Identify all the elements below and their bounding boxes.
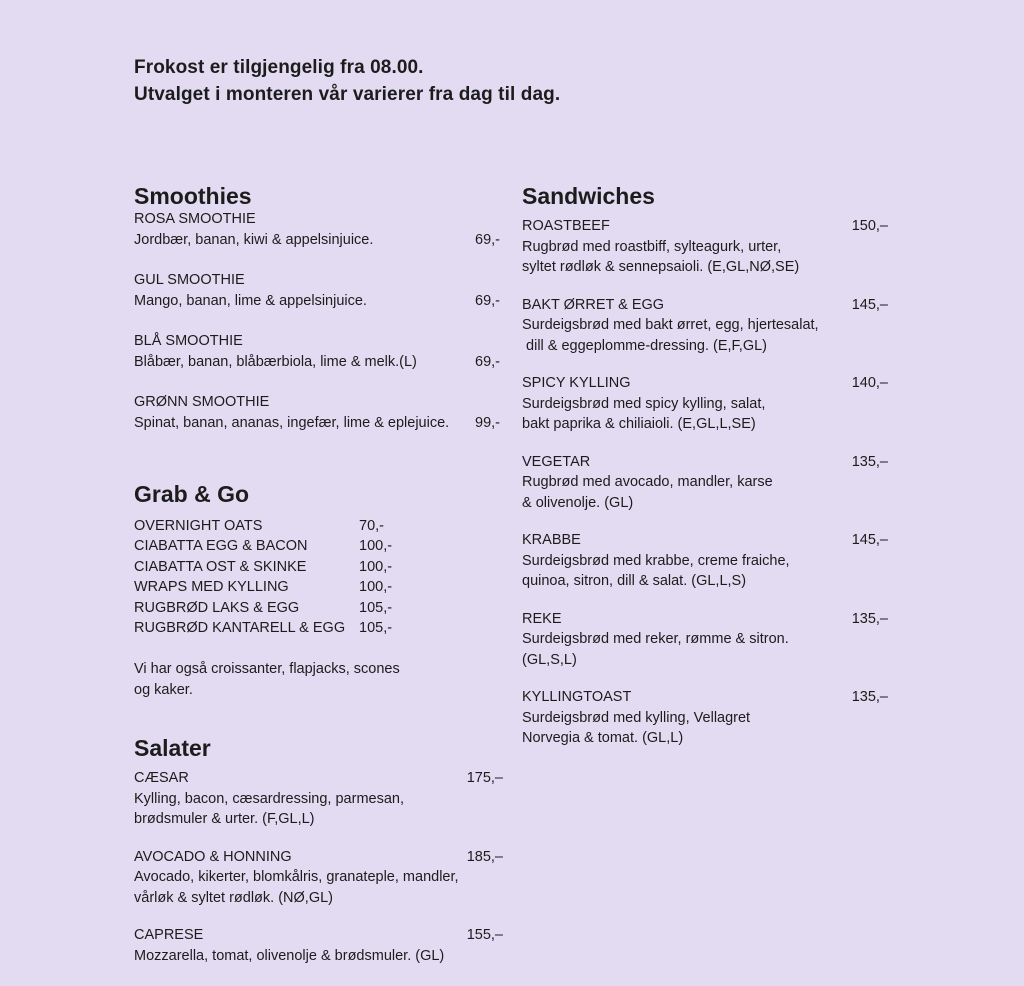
item-price: 69,- bbox=[475, 353, 500, 370]
item-description: Rugbrød med avocado, mandler, karse bbox=[522, 474, 773, 490]
item-price: 100,- bbox=[359, 558, 393, 575]
item-price: 185,– bbox=[466, 848, 503, 865]
sandwiches-list bbox=[522, 216, 888, 766]
grab-and-go-title: Grab & Go bbox=[134, 481, 250, 507]
item-name: VEGETAR bbox=[522, 453, 591, 470]
item-name: KRABBE bbox=[522, 532, 581, 548]
intro-line-1: Frokost er tilgjengelig fra 08.00. bbox=[134, 57, 424, 78]
item-name: CAPRESE bbox=[134, 927, 204, 943]
list-item bbox=[134, 516, 399, 536]
item-description: Surdeigsbrød med krabbe, creme fraiche, bbox=[522, 552, 790, 569]
list-item bbox=[134, 577, 399, 597]
item-description: Surdeigsbrød med kylling, Vellagret bbox=[522, 709, 751, 726]
item-name: BLÅ SMOOTHIE bbox=[134, 333, 243, 349]
menu-item bbox=[134, 392, 500, 433]
item-description: Rugbrød med roastbiff, sylteagurk, urter, bbox=[522, 238, 782, 255]
item-name: BAKT ØRRET & EGG bbox=[522, 296, 665, 313]
item-name: WRAPS MED KYLLING bbox=[134, 579, 289, 596]
item-description: Avocado, kikerter, blomkålris, granateple, mandler, bbox=[134, 869, 459, 885]
note-line: Vi har også croissanter, flapjacks, scones bbox=[134, 661, 400, 677]
item-description: Mozzarella, tomat, olivenolje & brødsmuler. (GL) bbox=[134, 947, 445, 964]
intro-text bbox=[134, 54, 560, 108]
item-description: Kylling, bacon, cæsardressing, parmesan, bbox=[134, 790, 404, 807]
item-description: Surdeigsbrød med bakt ørret, egg, hjertesalat, bbox=[522, 317, 819, 333]
item-name: RUGBRØD KANTARELL & EGG bbox=[134, 619, 346, 636]
item-price: 69,- bbox=[475, 292, 500, 309]
item-price: 100,- bbox=[359, 579, 393, 596]
item-name: CIABATTA OST & SKINKE bbox=[134, 558, 307, 575]
item-price: 155,– bbox=[466, 927, 503, 943]
list-item bbox=[134, 598, 399, 618]
menu-item bbox=[522, 609, 888, 671]
item-description: quinoa, sitron, dill & salat. (GL,L,S) bbox=[522, 573, 747, 589]
item-description: syltet rødløk & sennepsaioli. (E,GL,NØ,SE) bbox=[522, 259, 800, 275]
item-name: AVOCADO & HONNING bbox=[134, 848, 292, 865]
item-description: (GL,S,L) bbox=[522, 651, 577, 668]
grab-and-go-list bbox=[134, 516, 399, 638]
menu-item bbox=[134, 847, 503, 909]
item-name: ROASTBEEF bbox=[522, 218, 610, 234]
item-price: 145,– bbox=[851, 532, 888, 548]
item-name: RUGBRØD LAKS & EGG bbox=[134, 599, 300, 616]
item-description: Surdeigsbrød med reker, rømme & sitron. bbox=[522, 631, 789, 647]
menu-item bbox=[134, 209, 500, 250]
item-name: GRØNN SMOOTHIE bbox=[134, 394, 270, 410]
item-price: 150,– bbox=[851, 218, 888, 234]
menu-item bbox=[134, 270, 500, 311]
item-name: CÆSAR bbox=[134, 770, 189, 786]
menu-item bbox=[522, 295, 888, 357]
menu-item bbox=[522, 530, 888, 592]
intro-line-2: Utvalget i monteren vår varierer fra dag til dag. bbox=[134, 84, 561, 105]
grab-and-go-note bbox=[134, 659, 434, 700]
list-item bbox=[134, 536, 399, 556]
list-item bbox=[134, 618, 399, 638]
item-description: bakt paprika & chiliaioli. (E,GL,L,SE) bbox=[522, 416, 756, 432]
item-description: Mango, banan, lime & appelsinjuice. bbox=[134, 292, 367, 309]
item-name: SPICY KYLLING bbox=[522, 375, 631, 391]
menu-item bbox=[522, 373, 888, 435]
item-name: KYLLINGTOAST bbox=[522, 689, 632, 705]
item-description: brødsmuler & urter. (F,GL,L) bbox=[134, 811, 315, 827]
item-name: REKE bbox=[522, 610, 562, 627]
item-price: 145,– bbox=[851, 296, 888, 313]
item-price: 135,– bbox=[851, 689, 888, 705]
menu-item bbox=[134, 331, 500, 372]
smoothies-list bbox=[134, 209, 500, 453]
menu-item bbox=[134, 768, 503, 830]
smoothies-title: Smoothies bbox=[134, 183, 252, 209]
item-name: CIABATTA EGG & BACON bbox=[134, 538, 308, 555]
item-price: 105,- bbox=[359, 599, 393, 616]
item-price: 135,– bbox=[851, 610, 888, 627]
sandwiches-title: Sandwiches bbox=[522, 183, 655, 209]
item-price: 99,- bbox=[475, 414, 500, 431]
item-price: 105,- bbox=[359, 619, 393, 636]
item-description: Spinat, banan, ananas, ingefær, lime & eplejuice. bbox=[134, 414, 450, 431]
item-price: 100,- bbox=[359, 538, 393, 555]
note-line: og kaker. bbox=[134, 681, 193, 698]
salater-list bbox=[134, 768, 503, 986]
item-name: ROSA SMOOTHIE bbox=[134, 211, 256, 227]
item-description: Jordbær, banan, kiwi & appelsinjuice. bbox=[134, 231, 374, 248]
menu-item bbox=[522, 452, 888, 514]
item-price: 140,– bbox=[851, 375, 888, 391]
item-description: dill & eggeplomme-dressing. (E,F,GL) bbox=[522, 337, 767, 354]
item-price: 175,– bbox=[466, 770, 503, 786]
item-description: Surdeigsbrød med spicy kylling, salat, bbox=[522, 395, 766, 412]
item-price: 69,- bbox=[475, 231, 500, 248]
menu-item bbox=[522, 216, 888, 278]
item-name: OVERNIGHT OATS bbox=[134, 518, 263, 534]
list-item bbox=[134, 557, 399, 577]
item-description: & olivenolje. (GL) bbox=[522, 494, 634, 511]
item-name: GUL SMOOTHIE bbox=[134, 272, 245, 288]
item-price: 135,– bbox=[851, 453, 888, 470]
item-description: vårløk & syltet rødløk. (NØ,GL) bbox=[134, 889, 333, 906]
item-description: Norvegia & tomat. (GL,L) bbox=[522, 730, 684, 746]
menu-item bbox=[522, 687, 888, 749]
item-description: Blåbær, banan, blåbærbiola, lime & melk.(L) bbox=[134, 353, 417, 370]
salater-title: Salater bbox=[134, 735, 211, 761]
item-price: 70,- bbox=[359, 518, 384, 534]
